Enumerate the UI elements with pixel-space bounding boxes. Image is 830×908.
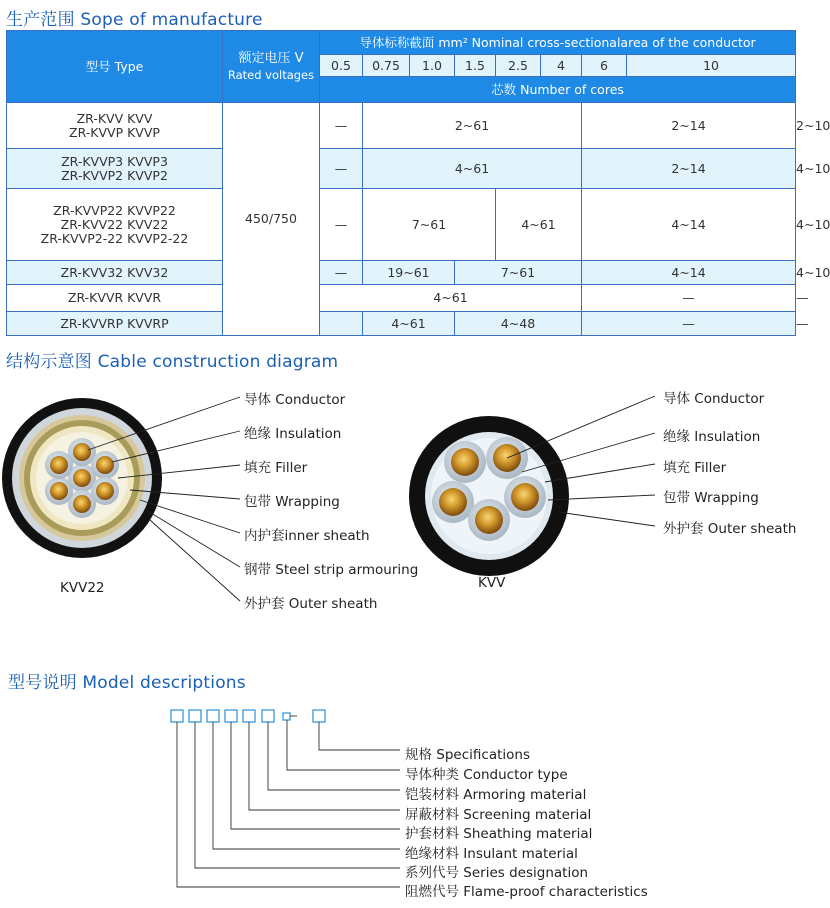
- model-line: ZR-KVV22 KVV22: [60, 216, 169, 232]
- model-title: 型号说明 Model descriptions: [8, 673, 246, 693]
- core-cell: —: [582, 285, 796, 312]
- rated-voltage-en: Rated voltages: [227, 67, 315, 82]
- size-cell: 4: [541, 55, 582, 77]
- size-cell: 2.5: [496, 55, 541, 77]
- core-cell: 2~14: [582, 149, 796, 189]
- model-line: ZR-KVVP2 KVVP2: [61, 167, 168, 183]
- model-label-insulant: 绝缘材料 Insulant material: [405, 846, 578, 862]
- core-cell: 19~61: [363, 261, 455, 285]
- kvv22-label-armouring: 钢带 Steel strip armouring: [244, 562, 419, 578]
- construction-title: 结构示意图 Cable construction diagram: [6, 352, 339, 372]
- model-cell: ZR-KVV32 KVV32: [7, 261, 223, 285]
- kvv-caption: KVV: [478, 575, 506, 591]
- core-cell: 4~48: [455, 312, 582, 336]
- kvv22-caption: KVV22: [60, 580, 105, 596]
- size-cell: 0.5: [320, 55, 363, 77]
- core-cell: —: [320, 103, 363, 149]
- size-cell: 10: [627, 55, 796, 77]
- model-cell: ZR-KVVRP KVVRP: [7, 312, 223, 336]
- core-cell: 4~14: [582, 189, 796, 261]
- model-code-boxes: [171, 710, 325, 722]
- model-cell: ZR-KVVR KVVR: [7, 285, 223, 312]
- core-cell: 4~61: [363, 149, 582, 189]
- core-cell: —: [320, 189, 363, 261]
- kvv-label-conductor: 导体 Conductor: [663, 391, 765, 407]
- kvv22-label-outer-sheath: 外护套 Outer sheath: [244, 596, 378, 612]
- model-label-screening: 屏蔽材料 Screening material: [405, 807, 592, 823]
- cross-section-header: 导体标称截面 mm² Nominal cross-sectionalarea of the conductor: [320, 31, 796, 55]
- model-line: ZR-KVVP22 KVVP22: [53, 202, 176, 218]
- size-cell: 0.75: [363, 55, 410, 77]
- kvv-cross-section: [409, 416, 569, 576]
- cores-header: 芯数 Number of cores: [320, 77, 796, 103]
- manufacture-table: 型号 Type 额定电压 V Rated voltages 导体标称截面 mm² Nominal cross-sectionalarea of the conductor 0.5 0.75 1.0 1.5 2.5 4 6 10 芯数 Number of cores ZR-KVV KVV ZR-KVVP KVVP 450/750 — 2~61 2~14 2~10 ZR-KVVP3 KVVP3 ZR-KVVP2 KVVP2 — 4~61 2~14 4~10 ZR-KVVP22 KVVP22 ZR-KVV22 KVV22 ZR-KVVP2-22 KVVP2-22 — 7~61 4~61 4~14 4~10 ZR-KVV32 KVV32 — 19~61 7~61 4~14 4~10 ZR-KVVR KVVR 4~61 — — ZR-KVVRP KVVRP 4~61 4~48 — —: [6, 30, 796, 336]
- size-cell: 6: [582, 55, 627, 77]
- kvv-label-insulation: 绝缘 Insulation: [663, 429, 761, 445]
- kvv22-label-wrapping: 包带 Wrapping: [244, 494, 340, 510]
- type-header: 型号 Type: [7, 31, 223, 103]
- manufacture-title: 生产范围 Sope of manufacture: [6, 10, 263, 30]
- model-label-conductor-type: 导体种类 Conductor type: [405, 767, 568, 783]
- kvv-label-wrapping: 包带 Wrapping: [663, 490, 759, 506]
- core-cell: —: [582, 312, 796, 336]
- core-cell: 2~14: [582, 103, 796, 149]
- core-cell: 4~61: [363, 312, 455, 336]
- kvv22-label-filler: 填充 Filler: [244, 460, 308, 476]
- core-cell: 4~61: [496, 189, 582, 261]
- voltage-cell: 450/750: [223, 103, 320, 336]
- model-label-specifications: 规格 Specifications: [405, 747, 531, 763]
- size-cell: 1.5: [455, 55, 496, 77]
- model-label-series: 系列代号 Series designation: [405, 865, 589, 881]
- kvv22-label-insulation: 绝缘 Insulation: [244, 426, 342, 442]
- kvv-label-outer-sheath: 外护套 Outer sheath: [663, 521, 797, 537]
- model-line: ZR-KVV KVV: [76, 110, 153, 126]
- model-line: ZR-KVVP KVVP: [69, 124, 160, 140]
- rated-voltage-cn: 额定电压 V: [238, 50, 304, 66]
- core-cell: 4~14: [582, 261, 796, 285]
- core-cell: 7~61: [363, 189, 496, 261]
- model-label-armoring: 铠装材料 Armoring material: [405, 787, 587, 803]
- model-code-diagram: [171, 710, 400, 887]
- model-line: ZR-KVVP2-22 KVVP2-22: [40, 230, 189, 246]
- core-cell: 7~61: [455, 261, 582, 285]
- kvv-label-filler: 填充 Filler: [663, 460, 727, 476]
- core-cell: —: [320, 261, 363, 285]
- kvv22-cross-section: [2, 398, 162, 558]
- core-cell: 2~61: [363, 103, 582, 149]
- model-code-lines: [177, 720, 400, 887]
- model-label-sheathing: 护套材料 Sheathing material: [405, 826, 593, 842]
- size-cell: 1.0: [410, 55, 455, 77]
- core-cell: —: [320, 149, 363, 189]
- kvv22-label-conductor: 导体 Conductor: [244, 392, 346, 408]
- model-line: ZR-KVVP3 KVVP3: [61, 153, 168, 169]
- kvv22-label-inner-sheath: 内护套inner sheath: [244, 528, 370, 544]
- core-cell: 4~61: [320, 285, 582, 312]
- model-label-flame-proof: 阻燃代号 Flame-proof characteristics: [405, 884, 648, 900]
